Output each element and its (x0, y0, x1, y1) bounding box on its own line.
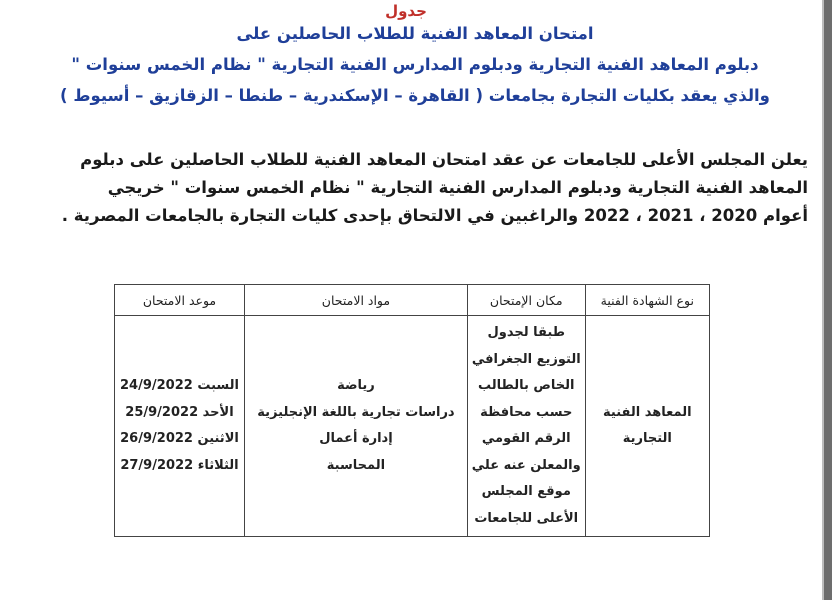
cell-line: رياضة (337, 378, 375, 393)
subtitle-line-3: والذي يعقد بكليات التجارة بجامعات ( القاهرة – الإسكندرية – طنطا – الزقازيق – أسيوط ) (60, 86, 770, 105)
window-edge (822, 0, 832, 600)
cell-line: والمعلن عنه علي (471, 457, 581, 473)
header-certificate-type: نوع الشهادة الفنية (585, 285, 709, 316)
header-exam-subjects: مواد الامتحان (244, 285, 467, 316)
cell-exam-location (467, 316, 585, 537)
document-title: جدول (385, 2, 427, 20)
subtitle-line-1: امتحان المعاهد الفنية للطلاب الحاصلين على (236, 24, 594, 43)
table-header-row (115, 285, 710, 316)
cell-line: الثلاثاء 27/9/2022 (120, 457, 239, 473)
cell-exam-subjects (244, 316, 467, 537)
cell-line: الأعلى للجامعات (474, 510, 579, 526)
cell-line: السبت 24/9/2022 (119, 378, 239, 393)
cell-line: الأحد 25/9/2022 (125, 404, 234, 420)
table-row (115, 316, 710, 537)
cell-line: طبقا لجدول (487, 325, 565, 340)
cell-certificate-type (585, 316, 709, 537)
header-exam-location: مكان الإمتحان (467, 285, 585, 316)
paragraph-line: يعلن المجلس الأعلى للجامعات عن عقد امتحان المعاهد الفنية للطلاب الحاصلين على دبلوم (80, 150, 808, 169)
cell-line: الرقم القومي (481, 431, 571, 446)
paragraph-line: المعاهد الفنية التجارية ودبلوم المدارس الفنية التجارية " نظام الخمس سنوات " خريجي (107, 178, 808, 197)
cell-line: إدارة أعمال (319, 431, 393, 446)
cell-line: الخاص بالطالب (478, 378, 575, 393)
header-exam-dates: موعد الامتحان (115, 285, 245, 316)
cell-line: دراسات تجارية باللغة الإنجليزية (257, 404, 455, 420)
cell-line: موقع المجلس (481, 484, 571, 499)
cell-line: الاثنين 26/9/2022 (120, 431, 239, 446)
subtitle-line-2: دبلوم المعاهد الفنية التجارية ودبلوم المدارس الفنية التجارية " نظام الخمس سنوات " (71, 55, 759, 74)
cell-exam-dates (115, 316, 245, 537)
announcement-paragraph (38, 146, 808, 230)
cell-line: المحاسبة (326, 457, 386, 473)
cell-line: المعاهد الفنية (603, 404, 692, 420)
cell-line: حسب محافظة (480, 404, 573, 420)
paragraph-line: أعوام 2020 ، 2021 ، 2022 والراغبين في الالتحاق بإحدى كليات التجارة بالجامعات المصرية . (61, 206, 808, 225)
cell-line: التوزيع الجغرافي (471, 351, 581, 367)
exam-schedule-table (114, 284, 710, 537)
cell-line: التجارية (622, 431, 672, 446)
